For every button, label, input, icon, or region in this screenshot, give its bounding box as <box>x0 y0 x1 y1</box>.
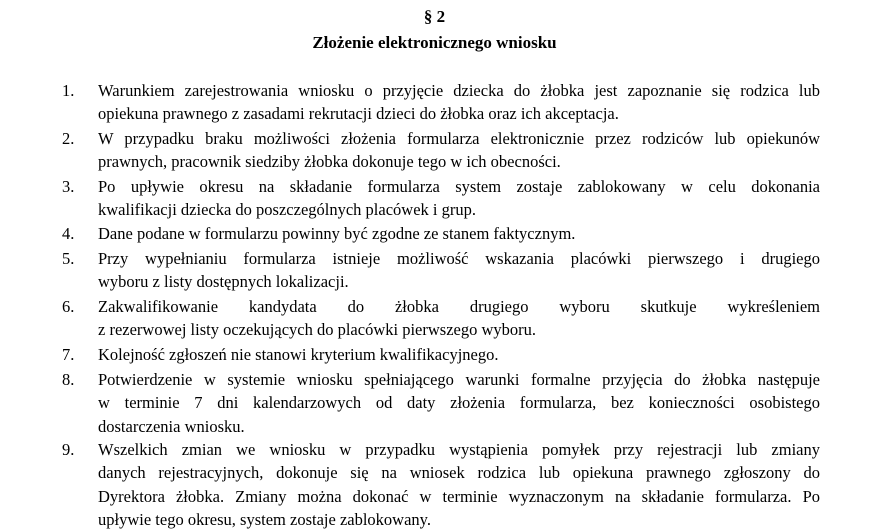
list-item-number: 6. <box>62 297 75 316</box>
list-item-line: danych rejestracyjnych, dokonuje się na wniosek rodzica lub opiekuna prawnego zgłoszony do <box>98 463 820 483</box>
list-item-text <box>98 368 820 438</box>
list-item-text <box>98 247 820 294</box>
list-item-text <box>98 343 820 366</box>
list-item-text <box>98 438 820 532</box>
list-item-line: Kolejność zgłoszeń nie stanowi kryterium kwalifikacyjnego. <box>98 345 499 364</box>
list-item-line: Warunkiem zarejestrowania wniosku o przyjęcie dziecka do żłobka jest zapoznanie się rodzica lub <box>98 81 820 100</box>
list-item-line: wyboru z listy dostępnych lokalizacji. <box>98 272 349 292</box>
list-item-line: w terminie 7 dni kalendarzowych od daty złożenia formularza, bez konieczności osobistego <box>98 393 820 413</box>
list-item-line: Przy wypełnianiu formularza istnieje możliwość wskazania placówki pierwszego i drugiego <box>98 249 820 268</box>
list-item-number: 9. <box>62 440 75 459</box>
list-item-line: kwalifikacji dziecka do poszczególnych placówek i grup. <box>98 200 476 220</box>
list-item-number: 3. <box>62 177 75 196</box>
list-item-text <box>98 79 820 126</box>
section-title: Złożenie elektronicznego wniosku <box>312 33 557 52</box>
list-item-line: Potwierdzenie w systemie wniosku spełniającego warunki formalne przyjęcia do żłobka następuje <box>98 370 820 389</box>
list-item-line: Po upływie okresu na składanie formularza system zostaje zablokowany w celu dokonania <box>98 177 820 196</box>
list-item-text <box>98 175 820 222</box>
list-item-number: 1. <box>62 81 75 100</box>
list-item-line: Dane podane w formularzu powinny być zgodne ze stanem faktycznym. <box>98 224 576 243</box>
list-item-line: z rezerwowej listy oczekujących do placówki pierwszego wyboru. <box>98 320 536 340</box>
list-item-number: 7. <box>62 345 75 364</box>
list-item-line: Wszelkich zmian we wniosku w przypadku wystąpienia pomyłek przy rejestracji lub zmiany <box>98 440 820 459</box>
list-item-number: 4. <box>62 224 75 243</box>
list-item-line: Zakwalifikowanie kandydata do żłobka drugiego wyboru skutkuje wykreśleniem <box>98 297 820 316</box>
list-item-number: 2. <box>62 129 75 148</box>
list-item-line: W przypadku braku możliwości złożenia formularza elektronicznie przez rodziców lub opiekunów <box>98 129 820 148</box>
list-item-line: Dyrektora żłobka. Zmiany można dokonać w terminie wyznaczonym na składanie formularza. Po <box>98 486 820 506</box>
list-item-line: upływie tego okresu, system zostaje zablokowany. <box>98 510 431 530</box>
list-item-line: opiekuna prawnego z zasadami rekrutacji dzieci do żłobka oraz ich akceptacja. <box>98 104 619 124</box>
section-number: § 2 <box>423 7 446 26</box>
list-item-text <box>98 222 820 245</box>
list-item-number: 8. <box>62 370 75 389</box>
list-item-line: prawnych, pracownik siedziby żłobka dokonuje tego w ich obecności. <box>98 152 561 172</box>
list-item-text <box>98 127 820 174</box>
list-item-number: 5. <box>62 249 75 268</box>
list-item-line: dostarczenia wniosku. <box>98 416 245 436</box>
list-item-text <box>98 295 820 342</box>
